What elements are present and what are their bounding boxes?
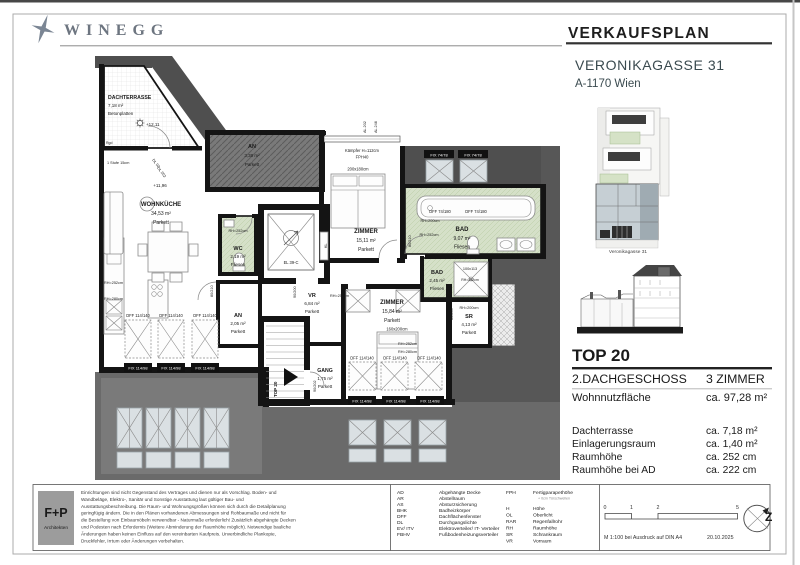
z2-rh252: RH=252cm xyxy=(398,342,418,346)
site-roof-bar xyxy=(608,152,640,161)
north-letter: Z xyxy=(765,510,773,524)
architect-sub: Architekten xyxy=(44,526,68,531)
legend-term: Fertigparapethöhe xyxy=(533,491,573,496)
legend-term: Badheizkörper xyxy=(439,509,471,514)
disclaimer-line: und Podesten nach Erfordernis (Weitere Abminderung der Raumhöhe möglich). Notwendige bauliche xyxy=(81,524,291,530)
room-terrasse-name: DACHTERRASSE xyxy=(108,95,152,101)
scale-tick: 1 xyxy=(630,505,633,511)
sr-door-size: 60/200 xyxy=(450,308,454,320)
dff114-label: DFF 114/140 xyxy=(159,313,183,318)
architect-name: F+P xyxy=(44,506,68,520)
room-vr-name: VR xyxy=(308,293,316,299)
elevator-label: EL 39-C xyxy=(283,260,299,265)
bed1-size: 200x180cm xyxy=(347,166,369,172)
north-arrow-icon xyxy=(744,505,773,531)
legend-term: Abgehängte Decke xyxy=(439,491,481,496)
brand-wordmark: WINEGG xyxy=(64,22,170,39)
unit-rooms-count: 3 ZIMMER xyxy=(706,372,765,386)
disclaimer-line: Wandbeläge, Elektro-, Sanitär und Sonstige Ausstattung laut gültiger Bau- und xyxy=(81,496,244,502)
legend-abbr: FBHV xyxy=(397,533,411,538)
room-terrasse-floor: Betonplatten xyxy=(108,111,134,116)
site-roof-bar xyxy=(612,115,646,124)
legend-abbr: H xyxy=(506,507,510,512)
bed-zimmer1 xyxy=(331,174,385,228)
room-bad1-area: 9,07 m² xyxy=(453,236,471,242)
dff114-label: DFF 114/140 xyxy=(193,313,217,318)
an-storage-area xyxy=(206,131,324,191)
facade-window-unit xyxy=(349,420,376,462)
legend-term: Absturzsicherung xyxy=(439,503,477,508)
scale-bar xyxy=(605,514,738,520)
kaempfer-label: Kämpfer H=112cm xyxy=(345,148,379,153)
room-z1-name: ZIMMER xyxy=(354,229,378,235)
scale-tick: 2 xyxy=(656,505,660,511)
room-an2-floor: Parkett xyxy=(230,329,246,334)
detail-label: Raumhöhe xyxy=(572,452,623,463)
dff114-label: DFF 114/140 xyxy=(126,313,150,318)
wk-level: +11,96 xyxy=(153,183,167,188)
detail-value: ca. 252 cm xyxy=(706,452,757,463)
title-underline xyxy=(566,42,772,44)
legend-col1 xyxy=(397,490,500,538)
room-bad1-name: BAD xyxy=(455,227,469,233)
unit-floor: 2.DACHGESCHOSS xyxy=(572,372,687,386)
legend-term-sub: + 0cm Türschwellen xyxy=(538,496,570,501)
window-top-edge xyxy=(0,0,800,3)
dff74-label: DFF 74/180 xyxy=(465,209,487,214)
project-street: VERONIKAGASSE 31 xyxy=(575,57,725,73)
room-an2-area: 2,05 m² xyxy=(230,321,246,326)
room-an1-name: AN xyxy=(248,144,256,150)
winegg-logo xyxy=(27,11,169,47)
architect-logo xyxy=(38,491,74,545)
room-z1-area: 15,11 m² xyxy=(356,238,376,244)
legend-abbr: DL xyxy=(397,521,404,526)
neighbor-stair-hatch xyxy=(492,284,515,346)
dff114-label: DFF 114/140 xyxy=(417,355,441,361)
room-an1-area: 3,38 m² xyxy=(244,153,260,158)
al246-label: AL 246 xyxy=(374,121,378,133)
stair-top20-label: TOP 20 xyxy=(273,381,278,397)
unit-area-label: Wohnnutzfläche xyxy=(572,392,651,404)
room-wc-name: WC xyxy=(233,246,243,252)
facade-window-unit xyxy=(419,420,446,462)
room-wc-area: 2,19 m² xyxy=(230,254,246,259)
scale-tick: 5 xyxy=(736,505,739,511)
facade-bottom-right xyxy=(452,402,560,480)
terrace-level: +12,11 xyxy=(146,122,160,127)
disclaimer-line: Druckfehler, Irrtum oder Änderungen vorbehalten. xyxy=(81,538,185,544)
disclaimer-line: die Bestellung von Einbaumöbeln verwendbar - Naturmaße erforderlich! Zusätzlich abgehängte Decken xyxy=(81,517,296,523)
legend-abbr: VR xyxy=(506,539,513,545)
z2-rh280: RH=280cm xyxy=(398,350,418,354)
legend-col2 xyxy=(506,490,573,545)
legend-abbr: AS xyxy=(397,503,404,508)
unit-area-value: ca. 97,28 m² xyxy=(706,392,768,404)
room-terrasse-area: 7,18 m² xyxy=(108,103,124,108)
detail-value: ca. 222 cm xyxy=(706,465,757,476)
section-roof xyxy=(632,265,682,276)
step-label: 1 Stufe 15cm xyxy=(107,161,130,165)
bad1-rh252: RH=252cm xyxy=(419,233,439,237)
shower-size: 100x113 xyxy=(462,267,478,271)
dff74-label: DFF 74/180 xyxy=(429,209,451,214)
door-dl92-label: DL 92 xyxy=(151,158,161,169)
room-z2-area: 15,84 m² xyxy=(382,309,402,315)
fix-114-98-label: FIX 114/98 xyxy=(161,365,181,371)
scale-block xyxy=(604,505,773,541)
floor-plan xyxy=(95,56,560,480)
legend-term: Vorraum xyxy=(533,539,552,545)
plan-date: 20.10.2025 xyxy=(707,535,734,541)
lift-door-size: 90/200 xyxy=(293,286,297,298)
room-bad1-floor: Fliesen xyxy=(453,244,471,251)
project-city: A-1170 Wien xyxy=(575,78,641,90)
site-plan-caption: Veronikagasse 31 xyxy=(608,250,648,255)
facade-window-unit xyxy=(384,420,411,462)
room-sr-floor: Parkett xyxy=(461,330,477,335)
facade-window-unit xyxy=(204,408,229,468)
detail-label: Raumhöhe bei AD xyxy=(572,465,656,476)
hall-door-size: 80/210 xyxy=(210,285,214,297)
legend-term: Höhe xyxy=(533,507,545,512)
stair-treads xyxy=(266,326,304,398)
room-sr-area: 4,13 m² xyxy=(461,322,477,327)
disclaimer xyxy=(81,490,296,543)
unit-summary xyxy=(572,346,772,476)
room-gang-area: 1,75 m² xyxy=(317,376,333,381)
room-bad2-name: BAD xyxy=(431,270,443,276)
al202-label: AL 202 xyxy=(363,121,367,133)
wk-rh252: RH=252cm xyxy=(104,281,124,285)
legend-term: Raumhöhe xyxy=(533,526,557,532)
detail-label: Dachterrasse xyxy=(572,426,634,437)
room-wk-name: WOHNKÜCHE xyxy=(140,202,182,208)
legend-term: Fußbodenheizungsverteiler xyxy=(439,533,499,538)
legend-abbr: SR xyxy=(506,533,513,538)
legend-abbr: DFF xyxy=(397,515,407,520)
legend-abbr: AR xyxy=(397,497,404,502)
room-vr-floor: Parkett xyxy=(304,309,320,314)
site-green-patch xyxy=(600,174,628,183)
site-green-patch xyxy=(610,132,640,144)
dining-set xyxy=(138,222,198,282)
unit-id: TOP 20 xyxy=(572,346,630,365)
footer xyxy=(33,485,772,551)
room-vr-area: 6,84 m² xyxy=(304,301,320,306)
legend-abbr: EV/ ITV xyxy=(397,527,414,532)
entry-door-size: 90/202 xyxy=(313,380,317,392)
detail-value: ca. 7,18 m² xyxy=(706,426,758,437)
zimmer1-door-arc xyxy=(379,240,397,258)
room-z1-floor: Parkett xyxy=(358,247,374,253)
vr-rh252: RH=252cm xyxy=(330,294,350,298)
building-section xyxy=(577,265,683,334)
legend-term: Elektroverteiler/ IT- Verteiler xyxy=(439,527,500,532)
room-wk-area: 34,53 m² xyxy=(151,211,171,217)
bad1-rh200: RH=200cm xyxy=(420,219,440,223)
window-right-edge xyxy=(793,0,795,565)
legend-term: Dachflächenfenster xyxy=(439,515,482,520)
site-plan xyxy=(596,108,669,255)
wk-rh280: RH=280cm xyxy=(104,297,124,301)
fix-114-98-label: FIX 114/98 xyxy=(420,398,440,404)
dff114-label: DFF 114/140 xyxy=(350,355,374,361)
facade-window-unit xyxy=(175,408,200,468)
legend-term: Oberlicht xyxy=(533,513,553,519)
sr-rh200: RH=200cm xyxy=(459,306,479,310)
legend-abbr: AD xyxy=(397,491,404,496)
disclaimer-line: Änderungen haben keinen Einfluss auf den vereinbarten Kaufpreis. Unverbindliche Plankopie, xyxy=(81,531,276,537)
facade-window-unit xyxy=(146,408,171,468)
room-wc-floor: Fliesen xyxy=(230,262,246,267)
z1-door-size: 80/210 xyxy=(408,235,412,247)
legend-term: Regenfallrohr xyxy=(533,520,563,525)
disclaimer-line: Ausstattungsbeschreibung. Die Raum- und Wohnungsgrößen können sich durch die Detailplanung xyxy=(81,503,286,509)
facade-windows-center xyxy=(349,420,446,462)
wc-rh252: RH=252cm xyxy=(228,229,248,233)
facade-window-unit xyxy=(117,408,142,468)
detail-label: Einlagerungsraum xyxy=(572,439,656,450)
legend-term: Schrankraum xyxy=(533,533,563,538)
compass-star-icon xyxy=(27,11,59,47)
bad2-rh252: RH=252cm xyxy=(461,278,479,282)
room-z2-floor: Parkett xyxy=(384,318,400,324)
fix-114-98-label: FIX 114/98 xyxy=(128,365,148,371)
legend-abbr: FPH xyxy=(506,491,516,496)
legend-abbr: RAR xyxy=(506,520,517,525)
site-building-footprint xyxy=(596,184,658,240)
rgd-label: Rgd xyxy=(106,141,113,145)
section-ground xyxy=(577,327,683,334)
fix-114-98-label: FIX 114/98 xyxy=(195,365,215,371)
fph40-label: FPH40 xyxy=(355,154,369,160)
legend-abbr: RH xyxy=(506,526,514,532)
fix-74-78-label: FIX 74/78 xyxy=(464,152,482,158)
room-an2-name: AN xyxy=(234,313,242,319)
door-dl202-label: DL 202 xyxy=(156,166,167,179)
scale-tick: 0 xyxy=(603,505,607,511)
room-bad2-floor: Fliesen xyxy=(429,286,445,291)
legend-abbr: OL xyxy=(506,513,513,519)
room-bad2-area: 2,45 m² xyxy=(429,278,445,283)
disclaimer-line: Einrichtungen sind nicht Gegenstand des Vertrages und dienen nur als Vorschlag. Boden- und xyxy=(81,490,277,495)
detail-value: ca. 1,40 m² xyxy=(706,439,758,450)
entry-arrow-icon xyxy=(284,368,298,386)
room-sr-name: SR xyxy=(465,314,473,320)
fix-74-78-label: FIX 74/78 xyxy=(430,152,448,158)
disclaimer-line: geringfügig ändern. Die in den Plänen vorhandenen Abmessungen sind Rohbaumaße und nicht für xyxy=(81,510,287,516)
dff114-label: DFF 114/140 xyxy=(383,355,407,361)
unit-row-rule xyxy=(572,389,772,390)
fix-114-98-label: FIX 114/98 xyxy=(386,398,406,404)
elevator xyxy=(268,214,314,270)
bed2-size: 160x200cm xyxy=(386,326,408,332)
scale-note: M 1:100 bei Ausdruck auf DIN A4 xyxy=(604,535,683,541)
room-an1-floor: Parkett xyxy=(244,162,260,167)
legend-abbr: BHK xyxy=(397,509,408,514)
legend-term: Durchgangslichte xyxy=(439,521,477,526)
fix-114-98-label: FIX 114/98 xyxy=(352,398,372,404)
room-gang-floor: Parkett xyxy=(317,384,333,389)
header-rule xyxy=(60,45,562,46)
legend-term: Abstellraum xyxy=(439,497,465,502)
page-title: VERKAUFSPLAN xyxy=(568,25,710,42)
kl-label: KL xyxy=(324,243,328,248)
room-z2-name: ZIMMER xyxy=(380,300,404,306)
room-wk-floor: Parkett xyxy=(153,220,169,226)
roof-patch-bottom-right xyxy=(452,346,560,404)
unit-id-underline xyxy=(572,367,772,369)
room-gang-name: GANG xyxy=(317,368,333,374)
